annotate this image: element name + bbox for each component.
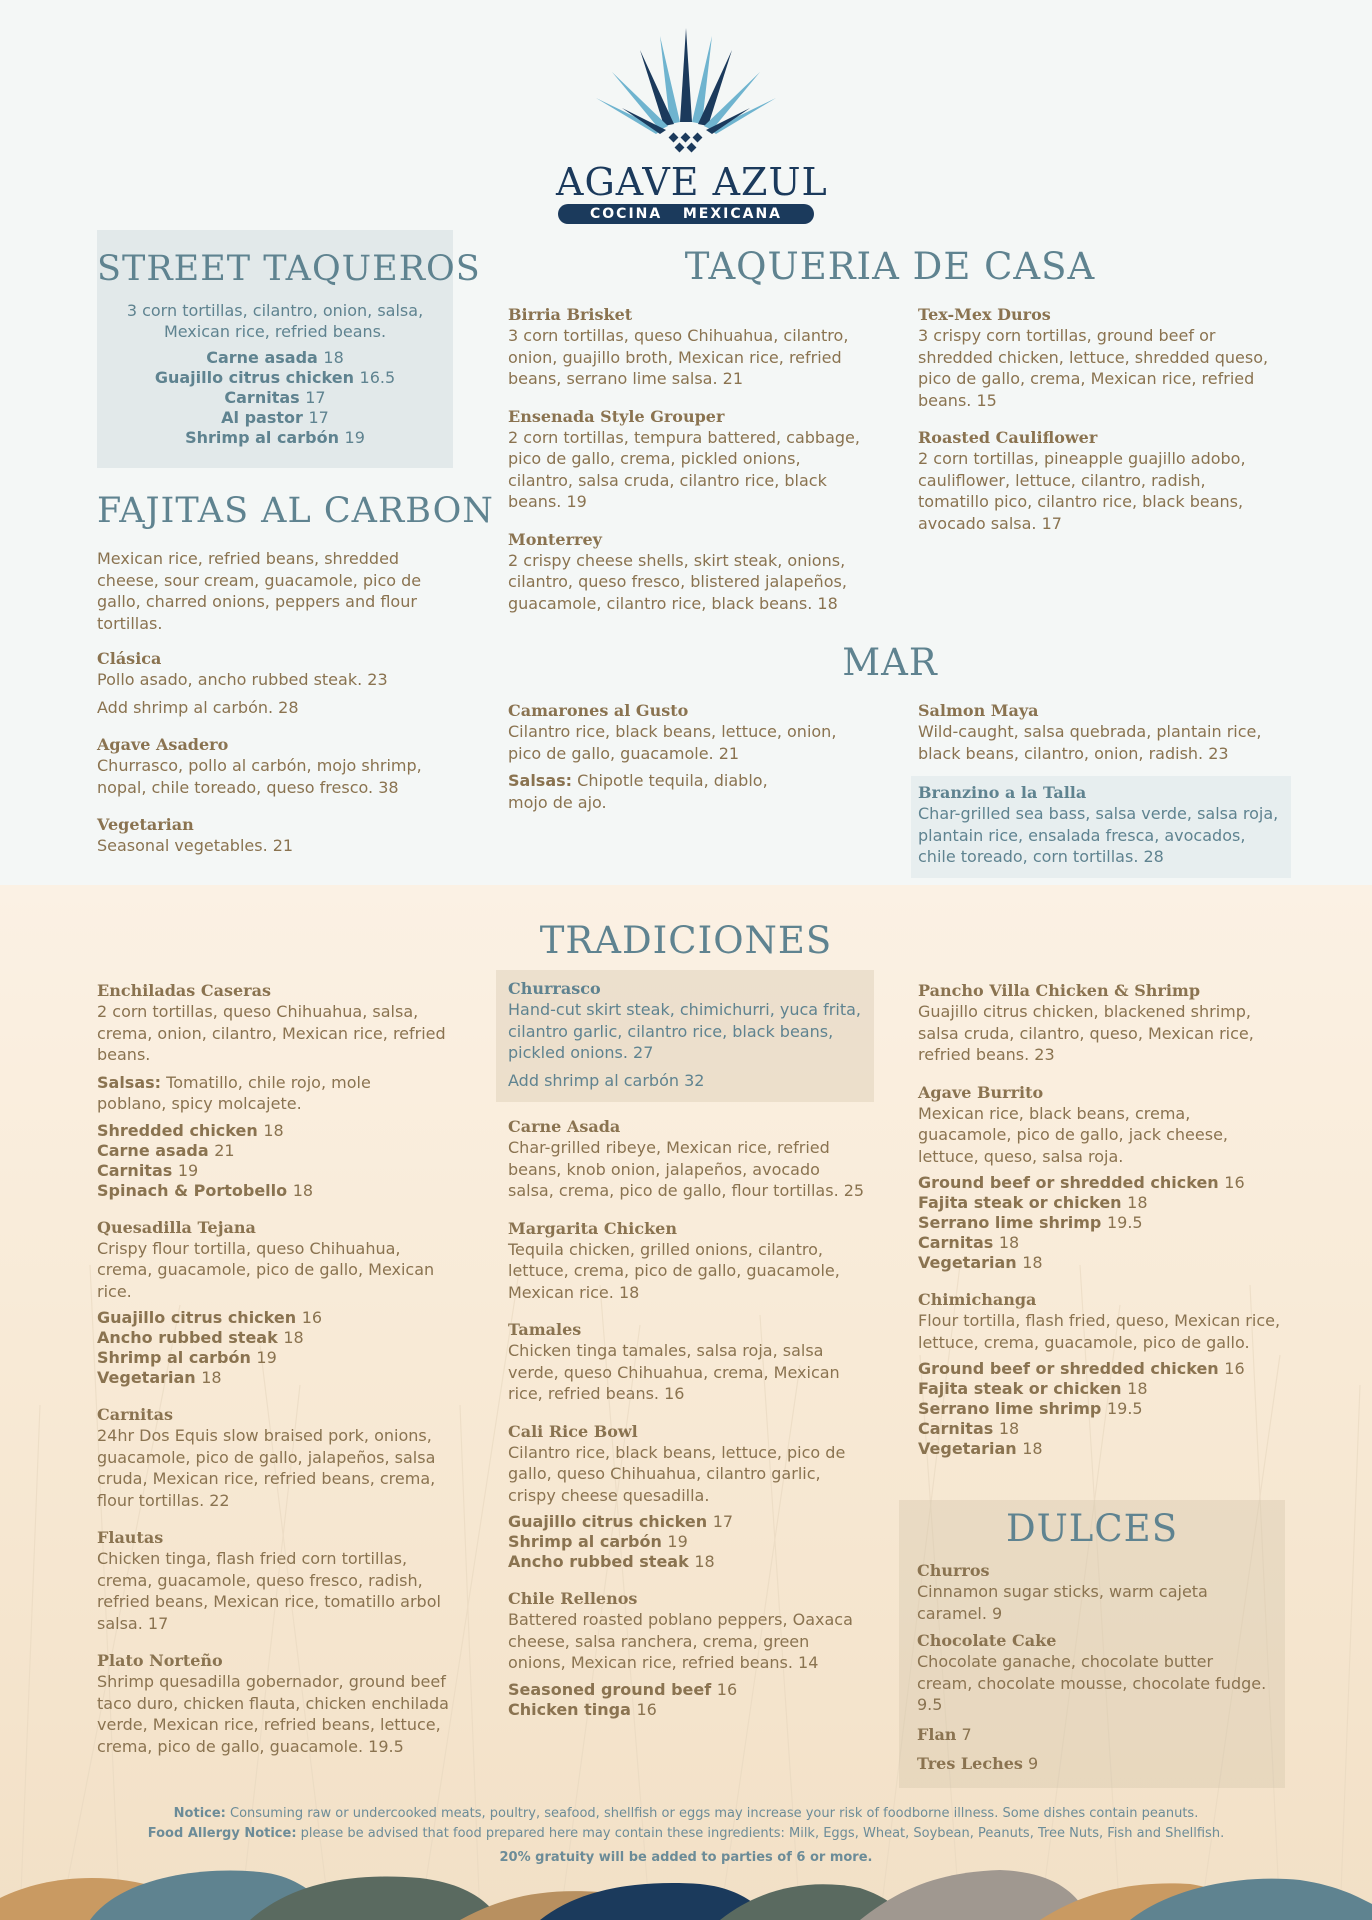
- dulces-title: DULCES: [1005, 1507, 1179, 1550]
- menu-item: [508, 1588, 870, 1720]
- menu-item: [97, 648, 457, 718]
- option-row: Fajita steak or chicken 18: [918, 1193, 1148, 1212]
- churrasco-box: [496, 970, 874, 1102]
- item-name: Tamales: [508, 1320, 582, 1339]
- agave-logo-icon: [556, 26, 816, 158]
- item-desc: Chicken tinga tamales, salsa roja, salsa verde, queso Chihuahua, crema, Mexican rice, refried beans. 16: [508, 1341, 840, 1403]
- menu-item: [97, 1650, 459, 1757]
- taqueria-title: TAQUERIA DE CASA: [684, 245, 1096, 288]
- menu-item: [917, 1630, 1267, 1716]
- menu-item: [918, 980, 1288, 1066]
- mar-col-left: [508, 700, 870, 829]
- item-name: Tex-Mex Duros: [918, 305, 1051, 324]
- item-name: Cali Rice Bowl: [508, 1421, 638, 1441]
- item-price: 9: [1028, 1754, 1039, 1773]
- branzino-box: [911, 776, 1291, 878]
- street-taqueros-box: [97, 230, 481, 468]
- item-name: Monterrey: [508, 529, 602, 549]
- item-desc: Pollo asado, ancho rubbed steak. 23: [97, 670, 388, 689]
- item-name: Tres Leches: [917, 1754, 1023, 1773]
- item-salsas: Salsas: Tomatillo, chile rojo, mole poblano, spicy molcajete.: [97, 1072, 371, 1113]
- option-row: Vegetarian 18: [97, 1368, 222, 1387]
- item-desc: 2 corn tortillas, tempura battered, cabbage, pico de gallo, crema, pickled onions, cilantro, salsa cruda, cilantro rice, black beans. 19: [508, 427, 860, 511]
- menu-item: [508, 1421, 870, 1573]
- option-row: Carne asada 18: [206, 348, 344, 367]
- item-desc: Char-grilled sea bass, salsa verde, salsa roja, plantain rice, ensalada fresca, avocados, chile toreado, corn tortillas. 28: [918, 804, 1279, 866]
- item-desc: Crispy flour tortilla, queso Chihuahua, crema, guacamole, pico de gallo, Mexican rice.: [97, 1238, 435, 1301]
- option-row: Shredded chicken 18: [97, 1120, 284, 1140]
- menu-item: [508, 1116, 870, 1202]
- item-name: Ensenada Style Grouper: [508, 406, 725, 426]
- item-name: Chimichanga: [918, 1290, 1037, 1309]
- menu-item: [918, 1289, 1288, 1459]
- option-row: Shrimp al carbón 19: [508, 1532, 688, 1551]
- item-desc: Seasonal vegetables. 21: [97, 836, 294, 855]
- item-desc: 3 crispy corn tortillas, ground beef or shredded chicken, lettuce, shredded queso, pico de gallo, crema, Mexican rice, refried beans. 15: [918, 326, 1269, 410]
- item-desc: Battered roasted poblano peppers, Oaxaca cheese, salsa ranchera, crema, green onions, Mexican rice, refried beans. 14: [508, 1610, 853, 1672]
- item-options: [508, 1680, 870, 1720]
- item-extra: Add shrimp al carbón 32: [508, 1070, 705, 1090]
- menu-item: [508, 304, 870, 390]
- item-name: Pancho Villa Chicken & Shrimp: [918, 981, 1201, 1000]
- menu-item: [917, 1560, 1267, 1624]
- option-row: Ancho rubbed steak 18: [97, 1328, 304, 1347]
- item-salsas: Salsas: Chipotle tequila, diablo, mojo de ajo.: [508, 771, 768, 812]
- menu-item: [97, 734, 457, 798]
- menu-item: [97, 1217, 459, 1389]
- brand-tagline: COCINA MEXICANA: [558, 204, 814, 224]
- item-desc: 2 corn tortillas, pineapple guajillo adobo, cauliflower, lettuce, cilantro, radish, tomatillo pico, cilantro rice, black beans, avocado salsa. 17: [918, 449, 1246, 533]
- item-desc: Guajillo citrus chicken, blackened shrimp, salsa cruda, cilantro, queso, Mexican rice, refried beans. 23: [918, 1002, 1254, 1064]
- menu-item: [97, 1527, 459, 1634]
- taqueria-col-left: [508, 304, 870, 630]
- menu-item: [918, 427, 1280, 534]
- item-desc: 3 corn tortillas, queso Chihuahua, cilantro, onion, guajillo broth, Mexican rice, refried beans, serrano lime salsa. 21: [508, 326, 849, 388]
- option-row: Al pastor 17: [221, 408, 329, 427]
- item-desc: Hand-cut skirt steak, chimichurri, yuca frita, cilantro garlic, cilantro rice, black beans, pickled onions. 27: [508, 1000, 861, 1062]
- menu-item: [508, 1218, 870, 1304]
- menu-item: [917, 1724, 1267, 1746]
- item-name: Chocolate Cake: [917, 1631, 1057, 1650]
- menu-item: [918, 700, 1288, 764]
- street-taqueros-options: [97, 348, 453, 448]
- option-row: Carnitas 18: [918, 1233, 1020, 1252]
- item-name: Camarones al Gusto: [508, 701, 689, 720]
- mar-col-right: [918, 700, 1288, 780]
- option-row: Shrimp al carbón 19: [97, 1348, 277, 1367]
- item-desc: Mexican rice, black beans, crema, guacamole, pico de gallo, jack cheese, lettuce, queso, salsa roja.: [918, 1103, 1228, 1166]
- item-desc: Churrasco, pollo al carbón, mojo shrimp, nopal, chile toreado, queso fresco. 38: [97, 756, 422, 797]
- item-name: Churrasco: [508, 979, 601, 998]
- item-name: Agave Burrito: [918, 1082, 1044, 1102]
- item-name: Carne Asada: [508, 1117, 621, 1136]
- menu-item: [917, 1753, 1267, 1775]
- fajitas-title: FAJITAS AL CARBON: [97, 491, 494, 531]
- mar-title: MAR: [842, 641, 938, 684]
- option-row: Serrano lime shrimp 19.5: [918, 1399, 1143, 1418]
- option-row: Ancho rubbed steak 18: [508, 1552, 715, 1571]
- option-row: Carnitas 17: [224, 388, 326, 407]
- menu-item: [508, 406, 870, 513]
- brand-name: AGAVE AZUL: [556, 160, 828, 204]
- item-name: Vegetarian: [97, 815, 194, 834]
- item-name: Roasted Cauliflower: [918, 428, 1098, 447]
- option-row: Seasoned ground beef 16: [508, 1679, 738, 1699]
- option-row: Ground beef or shredded chicken 16: [918, 1359, 1245, 1378]
- option-row: Ground beef or shredded chicken 16: [918, 1173, 1245, 1192]
- hills-decoration: [0, 1858, 1372, 1920]
- item-name: Enchiladas Caseras: [97, 981, 271, 1000]
- item-name: Clásica: [97, 649, 162, 668]
- item-name: Flan: [917, 1724, 957, 1744]
- item-name: Quesadilla Tejana: [97, 1217, 256, 1237]
- menu-item: [508, 700, 870, 813]
- item-desc: Wild-caught, salsa quebrada, plantain rice, black beans, cilantro, onion, radish. 23: [918, 722, 1262, 763]
- item-price: 7: [961, 1724, 972, 1744]
- street-taqueros-desc: 3 corn tortillas, cilantro, onion, salsa, Mexican rice, refried beans.: [126, 301, 424, 341]
- street-taqueros-title: STREET TAQUEROS: [97, 249, 481, 289]
- item-name: Carnitas: [97, 1405, 174, 1424]
- item-desc: Chicken tinga, flash fried corn tortillas, crema, guacamole, queso fresco, radish, refried beans, Mexican rice, tomatillo arbol salsa. 17: [97, 1549, 441, 1633]
- option-row: Carnitas 19: [97, 1160, 199, 1180]
- item-name: Margarita Chicken: [508, 1218, 677, 1238]
- item-name: Branzino a la Talla: [918, 783, 1087, 802]
- menu-item: [508, 529, 870, 615]
- health-notice: Notice: Consuming raw or undercooked meats, poultry, seafood, shellfish or eggs may increase your risk of foodborne illness. Some dishes contain peanuts.: [173, 1806, 1199, 1821]
- item-name: Salmon Maya: [918, 701, 1039, 720]
- item-desc: 2 corn tortillas, queso Chihuahua, salsa, crema, onion, cilantro, Mexican rice, refried beans.: [97, 1002, 446, 1064]
- option-row: Vegetarian 18: [918, 1253, 1043, 1272]
- option-row: Fajita steak or chicken 18: [918, 1379, 1148, 1398]
- item-options: [97, 1121, 459, 1201]
- item-options: [508, 1512, 870, 1572]
- item-options: [97, 1308, 459, 1388]
- item-name: Plato Norteño: [97, 1651, 223, 1670]
- item-desc: Flour tortilla, flash fried, queso, Mexican rice, lettuce, crema, guacamole, pico de gallo.: [918, 1311, 1281, 1352]
- item-desc: Cilantro rice, black beans, lettuce, onion, pico de gallo, guacamole. 21: [508, 722, 837, 763]
- menu-item: [918, 304, 1280, 411]
- item-options: [918, 1359, 1288, 1459]
- allergy-notice: Food Allergy Notice: please be advised that food prepared here may contain these ingredients: Milk, Eggs, Wheat, Soybean, Peanuts, Tree Nuts, Fish and Shellfish.: [147, 1826, 1225, 1841]
- item-desc: Cilantro rice, black beans, lettuce, pico de gallo, queso Chihuahua, cilantro garlic, crispy cheese quesadilla.: [508, 1442, 846, 1505]
- fajitas-section: [97, 488, 494, 873]
- item-name: Birria Brisket: [508, 305, 633, 324]
- option-row: Spinach & Portobello 18: [97, 1180, 314, 1200]
- tradiciones-col-3: [918, 980, 1288, 1475]
- option-row: Guajillo citrus chicken 16.5: [154, 368, 396, 387]
- option-row: Chicken tinga 16: [508, 1699, 657, 1719]
- item-name: Agave Asadero: [97, 735, 229, 754]
- logo: [556, 26, 828, 222]
- item-name: Flautas: [97, 1528, 164, 1547]
- item-name: Chile Rellenos: [508, 1589, 638, 1608]
- option-row: Carnitas 18: [918, 1419, 1020, 1438]
- gratuity-notice: 20% gratuity will be added to parties of 6 or more.: [499, 1850, 873, 1865]
- tradiciones-col-2: [508, 1116, 870, 1736]
- item-desc: 2 crispy cheese shells, skirt steak, onions, cilantro, queso fresco, blistered jalapeños, guacamole, cilantro rice, black beans. 18: [508, 550, 847, 613]
- item-name: Churros: [917, 1561, 990, 1580]
- option-row: Guajillo citrus chicken 16: [97, 1308, 323, 1327]
- menu-item: [97, 1404, 459, 1511]
- menu-item: [97, 980, 459, 1201]
- item-desc: 24hr Dos Equis slow braised pork, onions, guacamole, pico de gallo, jalapeños, salsa cruda, Mexican rice, refried beans, crema, flour tortillas. 22: [97, 1426, 436, 1510]
- item-extra: Add shrimp al carbón. 28: [97, 697, 299, 717]
- item-desc: Tequila chicken, grilled onions, cilantro, lettuce, crema, pico de gallo, guacamole, Mexican rice. 18: [508, 1239, 840, 1302]
- tradiciones-col-1: [97, 980, 459, 1773]
- item-desc: Cinnamon sugar sticks, warm cajeta caramel. 9: [917, 1582, 1208, 1623]
- option-row: Shrimp al carbón 19: [185, 428, 365, 447]
- menu-item: [97, 814, 457, 857]
- option-row: Vegetarian 18: [918, 1439, 1043, 1458]
- menu-item: [508, 1319, 870, 1405]
- option-row: Carne asada 21: [97, 1140, 235, 1160]
- item-desc: Chocolate ganache, chocolate butter cream, chocolate mousse, chocolate fudge. 9.5: [917, 1652, 1267, 1714]
- option-row: Guajillo citrus chicken 17: [508, 1512, 734, 1531]
- item-desc: Char-grilled ribeye, Mexican rice, refried beans, knob onion, jalapeños, avocado salsa, crema, pico de gallo, flour tortillas. 25: [508, 1138, 865, 1200]
- fajitas-intro: Mexican rice, refried beans, shredded cheese, sour cream, guacamole, pico de gallo, charred onions, peppers and flour tortillas.: [97, 549, 422, 633]
- menu-item: [918, 1082, 1288, 1274]
- dulces-box: [899, 1500, 1285, 1788]
- tradiciones-title: TRADICIONES: [539, 919, 833, 962]
- option-row: Serrano lime shrimp 19.5: [918, 1213, 1143, 1232]
- taqueria-col-right: [918, 304, 1280, 550]
- item-options: [918, 1173, 1288, 1273]
- item-desc: Shrimp quesadilla gobernador, ground beef taco duro, chicken flauta, chicken enchilada verde, Mexican rice, refried beans, lettuce, crema, pico de gallo, guacamole. 19.5: [97, 1672, 449, 1756]
